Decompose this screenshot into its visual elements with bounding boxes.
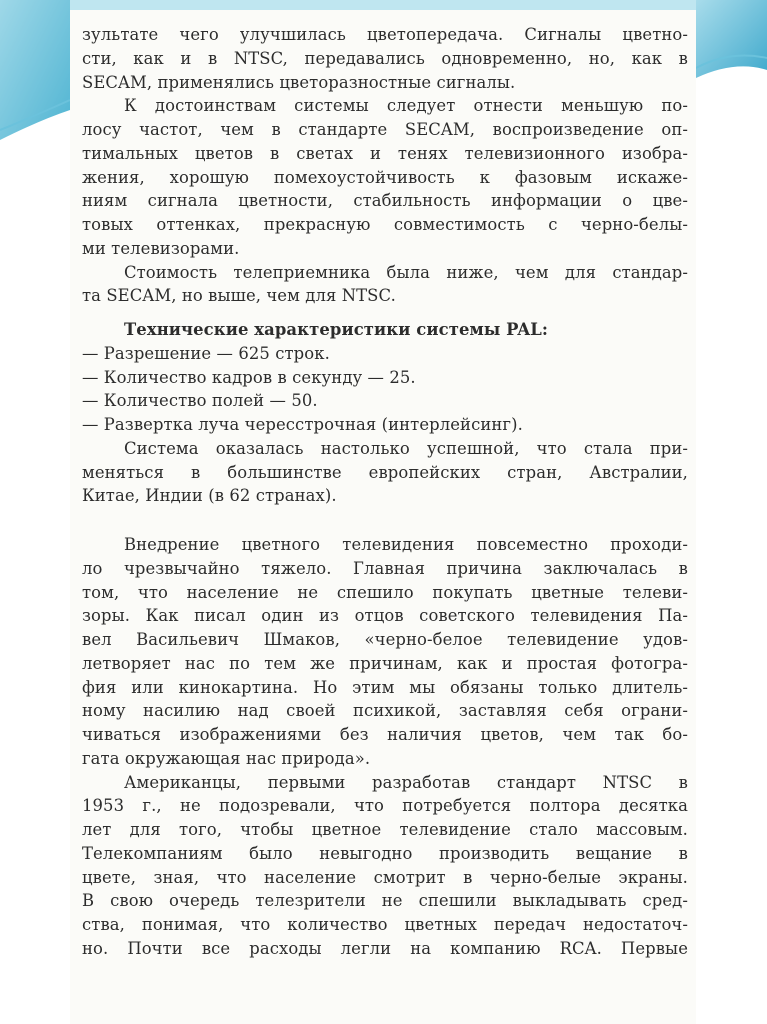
section-heading: Технические характеристики системы PAL: [124,320,548,339]
text-line: Система оказалась настолько успешной, что стала при- [124,438,688,458]
spacer [82,508,688,533]
list-item: — Развертка луча чересстрочная (интерлейсинг). [82,415,523,434]
text-line: вел Васильевич Шмаков, «черно-белое телевидение удов- [82,630,688,649]
text-line: та SECAM, но выше, чем для NTSC. [82,286,396,306]
text-line: ному насилию над своей психикой, заставляя себя ограни- [82,701,688,721]
text-line: лосу частот, чем в стандарте SECAM, воспроизведение оп- [82,120,688,139]
text-line: ло чрезвычайно тяжело. Главная причина заключалась в [82,558,688,578]
text-line: том, что население не спешило покупать цветные телеви- [82,582,688,602]
text-line: зультате чего улучшилась цветопередача. Сигналы цветно- [82,25,688,44]
text-line: Внедрение цветного телевидения повсеместно проходи- [124,535,688,554]
top-left-wave [0,0,70,140]
text-line: Стоимость телеприемника была ниже, чем для стандар- [124,262,688,282]
text-line: SECAM, применялись цветоразностные сигналы. [82,72,516,92]
text-line: зоры. Как писал один из отцов советского телевидения Па- [82,606,688,626]
text-line: фия или кинокартина. Но этим мы обязаны только длитель- [82,677,688,697]
text-line: цвете, зная, что население смотрит в черно-белые экраны. [82,867,688,887]
text-line: 1953 г., не подозревали, что потребуется полтора десятка [82,796,688,816]
text-line: К достоинствам системы следует отнести меньшую по- [124,96,688,116]
text-line: но. Почти все расходы легли на компанию RCA. Первые [82,938,688,958]
text-line: гата окружающая нас природа». [82,748,371,768]
list-item: — Разрешение — 625 строк. [82,343,330,363]
text-line: сти, как и в NTSC, передавались одновременно, но, как в [82,48,688,68]
text-line: В свою очередь телезрители не спешили выкладывать сред- [82,891,688,911]
text-line: меняться в большинстве европейских стран, Австралии, [82,462,688,482]
text-line: ми телевизорами. [82,238,240,258]
list-item: — Количество полей — 50. [82,391,318,411]
text-line: ниям сигнала цветности, стабильность информации о цве- [82,191,688,211]
text-line: Американцы, первыми разработав стандарт NTSC в [124,772,688,792]
spacer [82,308,688,318]
left-wave-line [0,100,70,130]
text-line: ства, понимая, что количество цветных передач недостаточ- [82,915,688,934]
text-line: жения, хорошую помехоустойчивость к фазовым искаже- [82,167,688,187]
top-right-wave [696,0,767,78]
page-text [82,23,688,961]
scanned-page [70,10,696,1024]
text-line: Китае, Индии (в 62 странах). [82,486,337,506]
text-line: чиваться изображениями без наличия цветов, чем так бо- [82,725,688,744]
top-band [70,0,696,10]
text-line: летворяет нас по тем же причинам, как и простая фотогра- [82,653,688,673]
text-line: Телекомпаниям было невыгодно производить вещание в [82,843,688,863]
text-line: тимальных цветов в светах и тенях телевизионного изобра- [82,143,688,163]
list-item: — Количество кадров в секунду — 25. [82,367,416,387]
text-line: лет для того, чтобы цветное телевидение стало массовым. [82,820,688,839]
right-wave-line [696,56,767,68]
text-line: товых оттенках, прекрасную совместимость с черно-белы- [82,215,688,234]
